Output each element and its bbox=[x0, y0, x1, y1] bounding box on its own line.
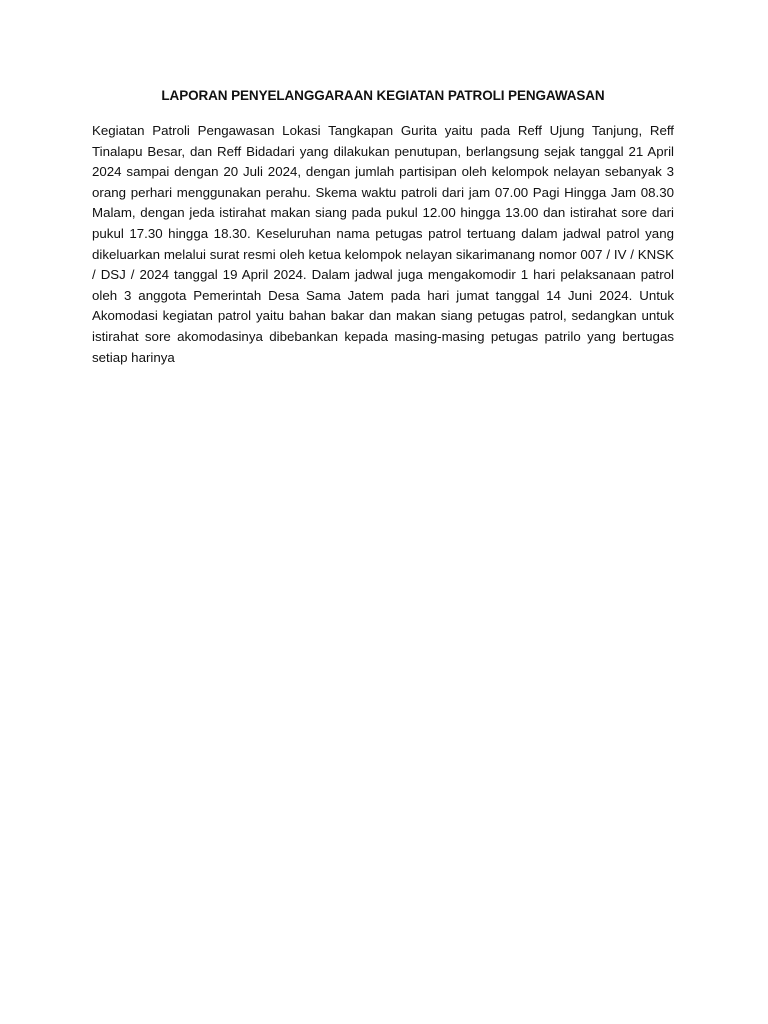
document-title: LAPORAN PENYELANGGARAAN KEGIATAN PATROLI PENGAWASAN bbox=[161, 88, 605, 103]
document-body-paragraph: Kegiatan Patroli Pengawasan Lokasi Tangkapan Gurita yaitu pada Reff Ujung Tanjung, Reff Tinalapu Besar, dan Reff Bidadari yang dilakukan penutupan, berlangsung sejak tanggal 21 April 2024 sampai dengan 20 Juli 2024, dengan jumlah partisipan oleh kelompok nelayan sebanyak 3 orang perhari menggunakan perahu. Skema waktu patroli dari jam 07.00 Pagi Hingga Jam 08.30 Malam, dengan jeda istirahat makan siang pada pukul 12.00 hingga 13.00 dan istirahat sore dari pukul 17.30 hingga 18.30. Keseluruhan nama petugas patrol tertuang dalam jadwal patrol yang dikeluarkan melalui surat resmi oleh ketua kelompok nelayan sikarimanang nomor 007 / IV / KNSK / DSJ / 2024 tanggal 19 April 2024. Dalam jadwal juga mengakomodir 1 hari pelaksanaan patrol oleh 3 anggota Pemerintah Desa Sama Jatem pada hari jumat tanggal 14 Juni 2024. Untuk Akomodasi kegiatan patrol yaitu bahan bakar dan makan siang petugas patrol, sedangkan untuk istirahat sore akomodasinya dibebankan kepada masing-masing petugas patrilo yang bertugas setiap harinya bbox=[92, 123, 674, 365]
